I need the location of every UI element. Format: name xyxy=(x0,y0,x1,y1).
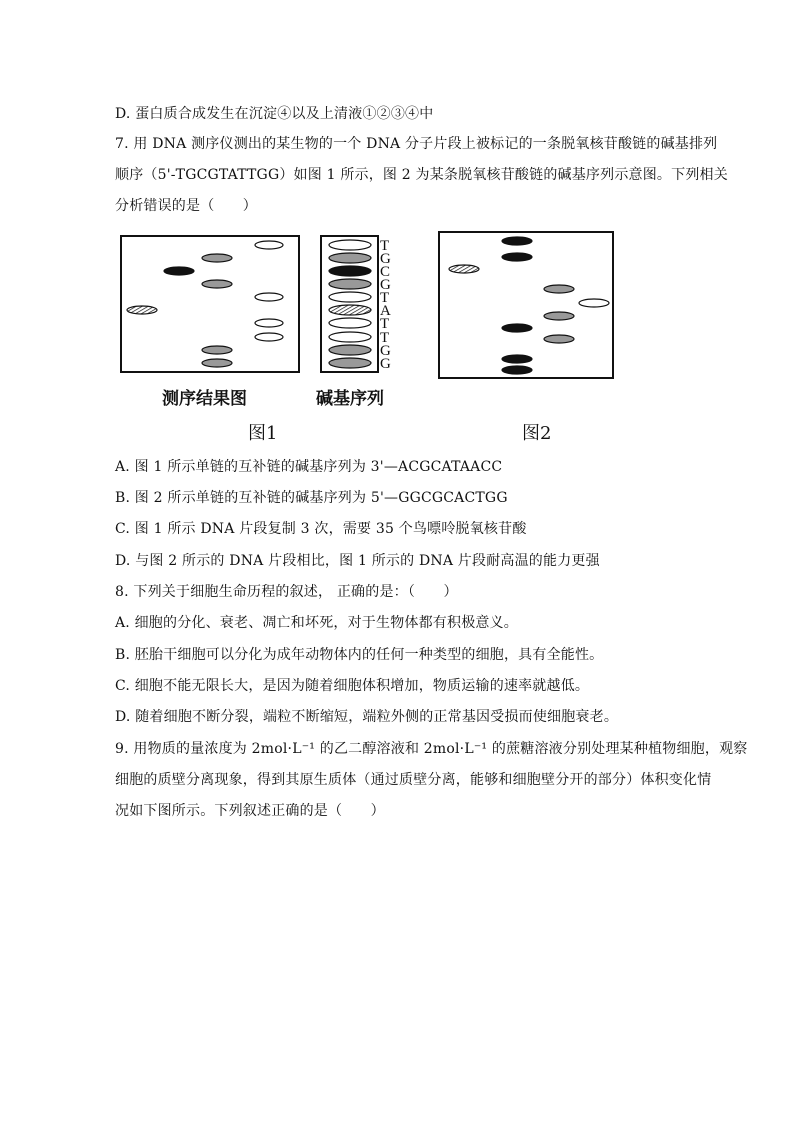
band-A xyxy=(127,306,157,314)
band-C xyxy=(502,237,532,245)
q7-stem-line-1: 7. 用 DNA 测序仪测出的某生物的一个 DNA 分子片段上被标记的一条脱氧核苷酸链的碱基排列 xyxy=(115,136,718,152)
q8-option-c: C. 细胞不能无限长大，是因为随着细胞体积增加，物质运输的速率就越低。 xyxy=(115,678,590,694)
fig1-result-caption: 测序结果图 xyxy=(162,389,247,409)
band-C xyxy=(502,355,532,363)
fig1-sequence-bands xyxy=(329,240,371,368)
band-A xyxy=(449,265,479,273)
q9-stem-line-1: 9. 用物质的量浓度为 2mol·L⁻¹ 的乙二醇溶液和 2mol·L⁻¹ 的蔗糖溶液分别处理某种植物细胞，观察 xyxy=(115,741,748,757)
base-letter: G xyxy=(380,343,391,359)
band-G xyxy=(544,312,574,320)
band-C xyxy=(502,366,532,374)
base-letter: A xyxy=(380,303,391,319)
band-C xyxy=(164,267,194,275)
base-letter: G xyxy=(380,251,391,267)
band-G xyxy=(202,346,232,354)
base-letter: C xyxy=(380,264,391,280)
band-T xyxy=(255,293,283,301)
band-T xyxy=(579,299,609,307)
seq-band xyxy=(329,345,371,355)
band-G xyxy=(544,285,574,293)
q8-option-b: B. 胚胎干细胞可以分化为成年动物体内的任何一种类型的细胞，具有全能性。 xyxy=(115,647,604,663)
base-letter: G xyxy=(380,356,391,372)
fig2-bands xyxy=(449,237,609,374)
band-G xyxy=(202,359,232,367)
band-G xyxy=(202,280,232,288)
seq-band xyxy=(329,332,371,342)
band-T xyxy=(255,333,283,341)
q7-option-d: D. 与图 2 所示的 DNA 片段相比，图 1 所示的 DNA 片段耐高温的能力更强 xyxy=(115,553,600,569)
fig2-title: 图2 xyxy=(522,423,552,444)
seq-band xyxy=(329,266,371,276)
q8-option-a: A. 细胞的分化、衰老、凋亡和坏死，对于生物体都有积极意义。 xyxy=(115,615,519,631)
q7-option-a: A. 图 1 所示单链的互补链的碱基序列为 3'—ACGCATAACC xyxy=(115,459,503,475)
fig1-result-bands xyxy=(127,241,283,367)
band-C xyxy=(502,253,532,261)
q7-stem-line-3: 分析错误的是（ ） xyxy=(115,198,257,214)
band-C xyxy=(502,324,532,332)
seq-band xyxy=(329,305,371,315)
q8-option-d: D. 随着细胞不断分裂，端粒不断缩短，端粒外侧的正常基因受损而使细胞衰老。 xyxy=(115,709,619,725)
q9-stem-line-3: 况如下图所示。下列叙述正确的是（ ） xyxy=(115,803,385,819)
band-G xyxy=(544,335,574,343)
seq-band xyxy=(329,279,371,289)
fig1-sequence-caption: 碱基序列 xyxy=(316,389,384,409)
seq-band xyxy=(329,253,371,263)
q8-stem: 8. 下列关于细胞生命历程的叙述， 正确的是：（ ） xyxy=(115,584,458,600)
seq-band xyxy=(329,292,371,302)
base-letter: T xyxy=(380,330,390,346)
seq-band xyxy=(329,358,371,368)
q7-option-b: B. 图 2 所示单链的互补链的碱基序列为 5'—GGCGCACTGG xyxy=(115,490,508,506)
base-letter: T xyxy=(380,316,390,332)
base-letter: T xyxy=(380,238,390,254)
q9-stem-line-2: 细胞的质壁分离现象，得到其原生质体（通过质壁分离，能够和细胞壁分开的部分）体积变化情 xyxy=(115,772,712,788)
band-G xyxy=(202,254,232,262)
base-letter: G xyxy=(380,277,391,293)
q7-stem-line-2: 顺序（5'-TGCGTATTGG）如图 1 所示，图 2 为某条脱氧核苷酸链的碱基序列示意图。下列相关 xyxy=(115,167,728,183)
band-T xyxy=(255,241,283,249)
q7-option-c: C. 图 1 所示 DNA 片段复制 3 次，需要 35 个鸟嘌呤脱氧核苷酸 xyxy=(115,521,527,537)
seq-band xyxy=(329,318,371,328)
fig1-title: 图1 xyxy=(248,423,278,444)
base-letter: T xyxy=(380,290,390,306)
band-T xyxy=(255,319,283,327)
q6-option-d: D. 蛋白质合成发生在沉淀④以及上清液①②③④中 xyxy=(115,106,434,122)
fig1-base-letters xyxy=(380,238,391,372)
seq-band xyxy=(329,240,371,250)
